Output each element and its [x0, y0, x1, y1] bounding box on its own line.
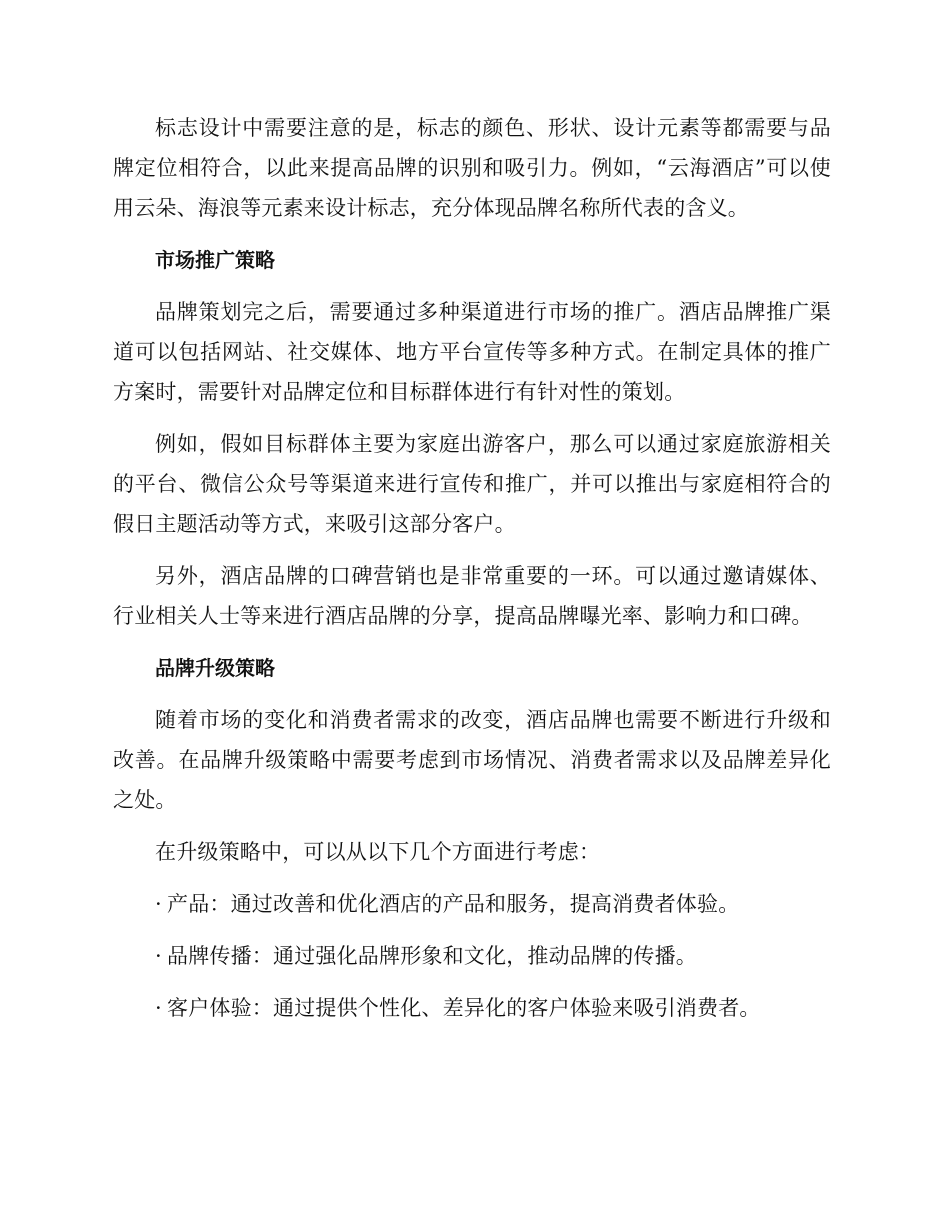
bullet-dot-icon: ·: [155, 944, 162, 968]
heading-market-promotion: 市场推广策略: [155, 248, 275, 272]
list-item-brand-communication: [155, 936, 831, 976]
paragraph-upgrade-intro: 随着市场的变化和消费者需求的改变，酒店品牌也需要不断进行升级和改善。在品牌升级策略中需要考虑到市场情况、消费者需求以及品牌差异化之处。: [113, 708, 831, 812]
heading-brand-upgrade: 品牌升级策略: [155, 656, 275, 680]
paragraph-promotion-channels: 品牌策划完之后，需要通过多种渠道进行市场的推广。酒店品牌推广渠道可以包括网站、社交媒体、地方平台宣传等多种方式。在制定具体的推广方案时，需要针对品牌定位和目标群体进行有针对性的策划。: [113, 300, 831, 404]
paragraph-logo-design: 标志设计中需要注意的是，标志的颜色、形状、设计元素等都需要与品牌定位相符合，以此来提高品牌的识别和吸引力。例如，“云海酒店”可以使用云朵、海浪等元素来设计标志，充分体现品牌名称所代表的含义。: [113, 116, 831, 220]
paragraph-upgrade-aspects: 在升级策略中，可以从以下几个方面进行考虑：: [155, 840, 601, 864]
bullet-dot-icon: ·: [155, 996, 162, 1020]
list-item-text: 产品：通过改善和优化酒店的产品和服务，提高消费者体验。: [167, 892, 740, 916]
bullet-dot-icon: ·: [155, 892, 162, 916]
paragraph-family-example: 例如，假如目标群体主要为家庭出游客户，那么可以通过家庭旅游相关的平台、微信公众号等渠道来进行宣传和推广，并可以推出与家庭相符合的假日主题活动等方式，来吸引这部分客户。: [113, 432, 831, 536]
list-item-customer-experience: [155, 988, 831, 1028]
document-body: [113, 108, 831, 1040]
paragraph-word-of-mouth: 另外，酒店品牌的口碑营销也是非常重要的一环。可以通过邀请媒体、行业相关人士等来进行酒店品牌的分享，提高品牌曝光率、影响力和口碑。: [113, 564, 831, 628]
list-item-text: 品牌传播：通过强化品牌形象和文化，推动品牌的传播。: [167, 944, 697, 968]
list-item-product: [155, 884, 831, 924]
list-item-text: 客户体验：通过提供个性化、差异化的客户体验来吸引消费者。: [167, 996, 761, 1020]
upgrade-aspects-list: [113, 884, 831, 1028]
